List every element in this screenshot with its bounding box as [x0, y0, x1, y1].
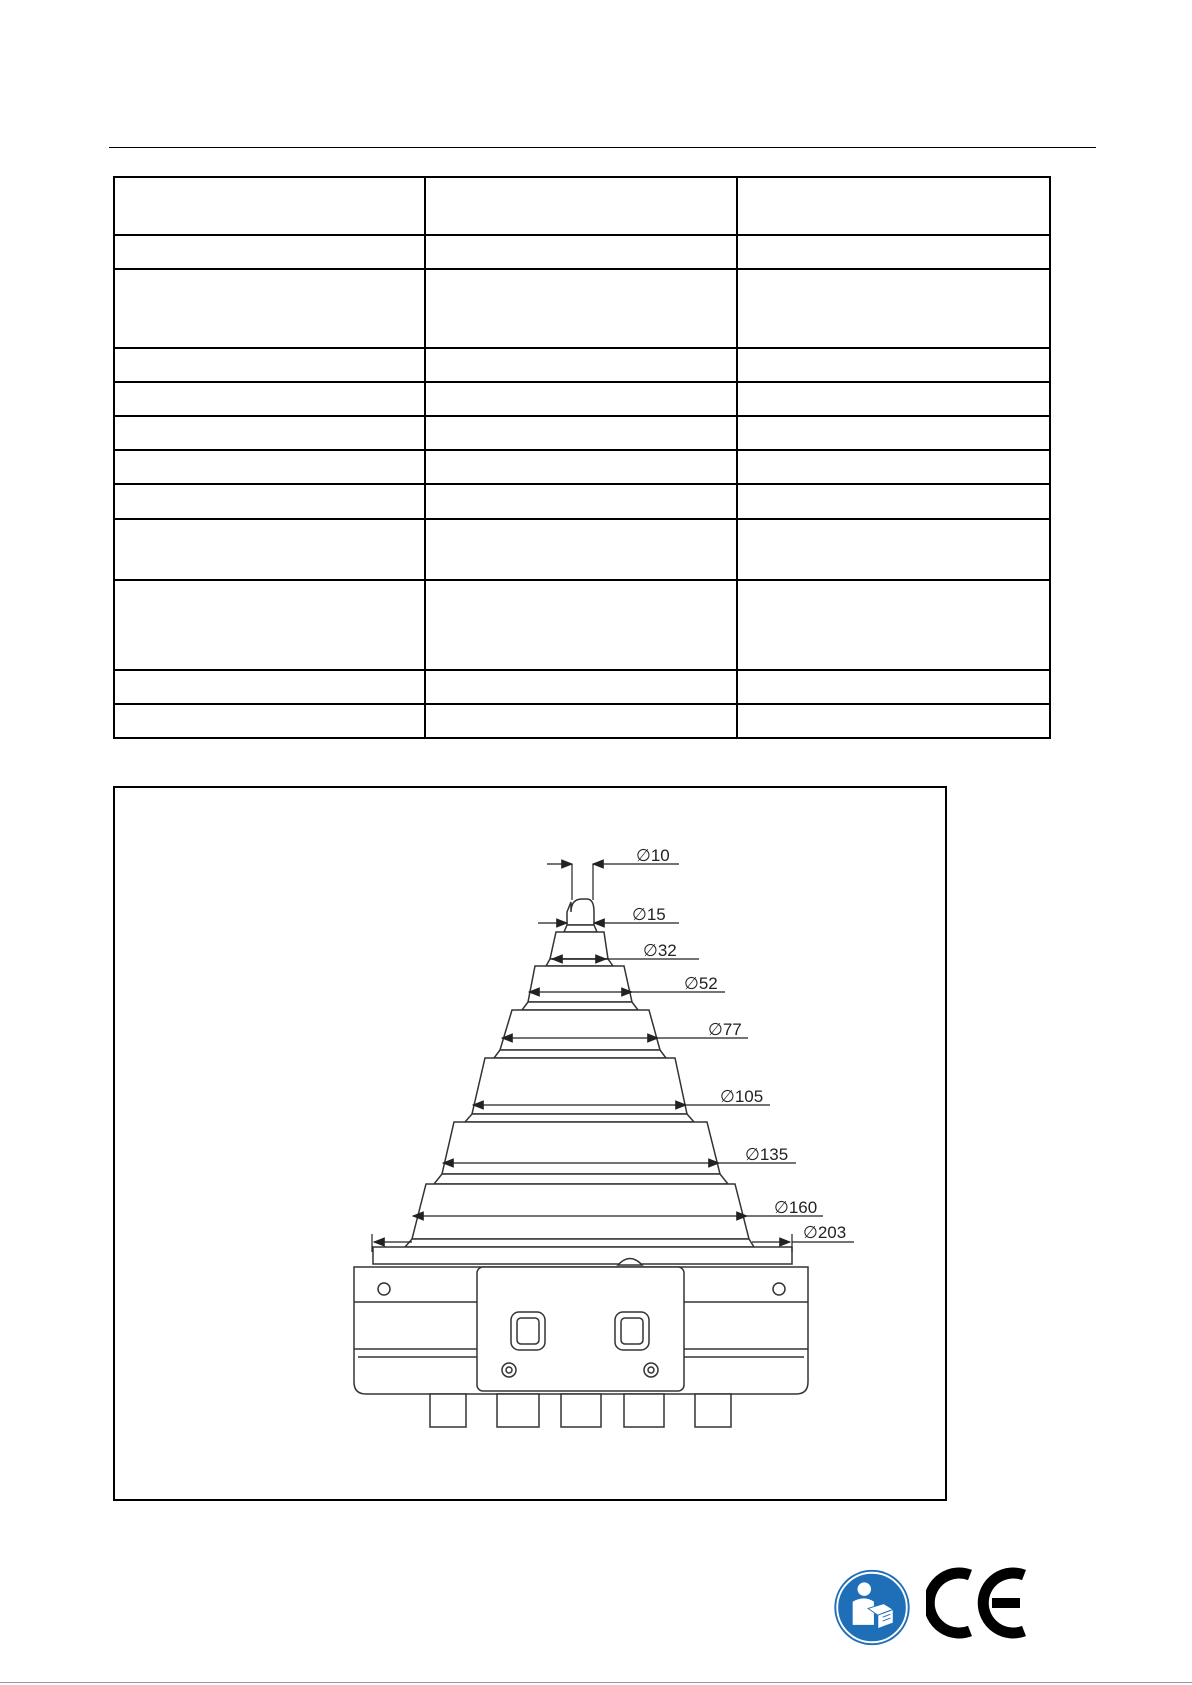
ce-mark-icon [926, 1567, 1028, 1639]
read-manual-icon [828, 1565, 916, 1650]
table-cell [737, 704, 1050, 738]
table-cell [425, 382, 737, 416]
table-cell [425, 348, 737, 382]
diameter-symbol: ∅ [774, 1198, 789, 1217]
diameter-symbol: ∅ [643, 941, 658, 960]
mounting-plate [477, 1259, 684, 1392]
table-cell [737, 177, 1050, 235]
table-cell [737, 416, 1050, 450]
table-cell [114, 704, 425, 738]
table-cell [114, 519, 425, 580]
table-cell [425, 670, 737, 704]
svg-text:∅105 [720, 1087, 763, 1106]
table-cell [425, 519, 737, 580]
table-cell [737, 580, 1050, 670]
table-cell [425, 580, 737, 670]
svg-text:∅135 [745, 1145, 788, 1164]
table-row [114, 269, 1050, 348]
table-row [114, 704, 1050, 738]
table-cell [114, 580, 425, 670]
drawing-frame [113, 786, 947, 1501]
svg-text:∅203 [803, 1223, 846, 1242]
table-row [114, 235, 1050, 269]
table-cell [737, 235, 1050, 269]
table-cell [114, 177, 425, 235]
table-cell [114, 450, 425, 484]
table-cell [737, 382, 1050, 416]
table-row [114, 670, 1050, 704]
dimension-label: 32 [657, 941, 677, 960]
table-row [114, 416, 1050, 450]
dimension-label: 203 [817, 1223, 847, 1242]
table-cell [425, 450, 737, 484]
dimension-label: 10 [650, 846, 670, 865]
table-row [114, 519, 1050, 580]
diameter-symbol: ∅ [632, 905, 647, 924]
table-row [114, 382, 1050, 416]
svg-text:∅160 [774, 1198, 817, 1217]
cone-body [373, 899, 792, 1264]
table-cell [737, 484, 1050, 518]
dimension-label: 52 [698, 974, 718, 993]
table-cell [114, 269, 425, 348]
table-cell [114, 416, 425, 450]
dimension-label: 135 [759, 1145, 789, 1164]
table-cell [737, 269, 1050, 348]
table-cell [425, 416, 737, 450]
dimension-label: 77 [722, 1020, 742, 1039]
table-cell [425, 269, 737, 348]
table-cell [425, 484, 737, 518]
svg-text:∅15 [632, 905, 666, 924]
table-row [114, 484, 1050, 518]
technical-drawing [115, 788, 945, 1499]
table-cell [114, 235, 425, 269]
diameter-symbol: ∅ [745, 1145, 760, 1164]
table-cell [425, 177, 737, 235]
table-row [114, 450, 1050, 484]
diameter-symbol: ∅ [720, 1087, 735, 1106]
table-cell [737, 519, 1050, 580]
header-rule [109, 147, 1096, 148]
table-cell [737, 670, 1050, 704]
table-cell [425, 235, 737, 269]
svg-text:∅10 [636, 846, 670, 865]
table-cell [114, 484, 425, 518]
dimension-label: 160 [788, 1198, 818, 1217]
diameter-symbol: ∅ [684, 974, 699, 993]
svg-text:∅32 [643, 941, 677, 960]
svg-text:∅52 [684, 974, 718, 993]
table-cell [737, 348, 1050, 382]
diameter-symbol: ∅ [803, 1223, 818, 1242]
table-row [114, 177, 1050, 235]
svg-text:∅77 [708, 1020, 742, 1039]
dimension-label: 15 [646, 905, 666, 924]
footer-rule [0, 1682, 1192, 1683]
dimension-label: 105 [734, 1087, 764, 1106]
table-cell [114, 382, 425, 416]
diameter-symbol: ∅ [708, 1020, 723, 1039]
table-cell [425, 704, 737, 738]
table-cell [737, 450, 1050, 484]
spec-table [113, 176, 1051, 739]
table-cell [114, 670, 425, 704]
table-cell [114, 348, 425, 382]
diameter-symbol: ∅ [636, 846, 651, 865]
table-row [114, 348, 1050, 382]
table-row [114, 580, 1050, 670]
